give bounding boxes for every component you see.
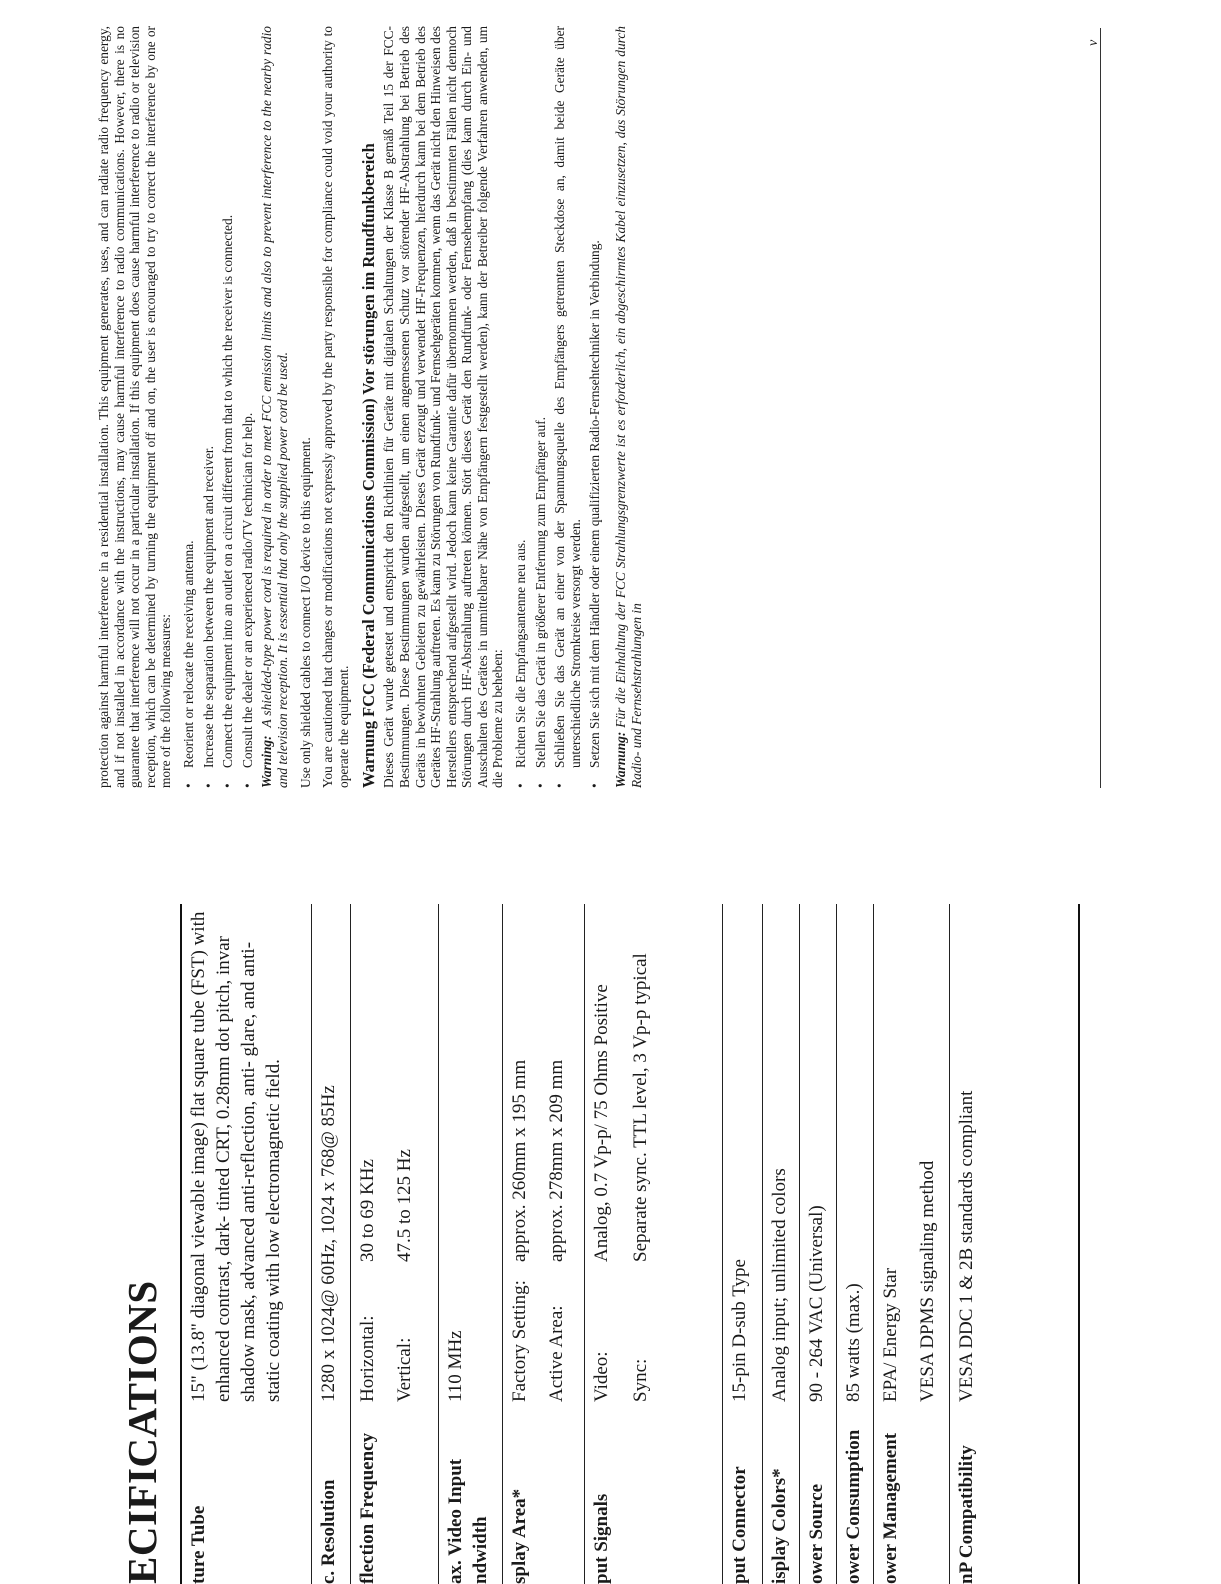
bullet-icon: • xyxy=(180,783,196,788)
spec-sub-key: Sync: xyxy=(630,1358,651,1402)
spec-row-picture-tube xyxy=(180,904,311,1584)
spec-label: put Signals xyxy=(591,1493,612,1584)
spec-label-line: ndwidth xyxy=(470,1516,491,1584)
list-item-text: Consult the dealer or an experienced radio/TV technician for help. xyxy=(239,412,255,768)
spec-row-input-signals xyxy=(584,904,722,1584)
spec-row-deflection-frequency xyxy=(350,904,438,1584)
fcc-cables-paragraph: Use only shielded cables to connect I/O device to this equipment. xyxy=(297,437,313,788)
warning-label: Warnung: xyxy=(613,731,629,788)
spec-row-power-consumption xyxy=(836,904,873,1584)
spec-label: ower Source xyxy=(806,1483,827,1584)
spec-label: put Connector xyxy=(729,1466,750,1584)
spec-value: 85 watts (max.) xyxy=(843,1283,864,1402)
spec-value-line: EPA/ Energy Star xyxy=(880,1267,901,1402)
warning-label: Warning: xyxy=(259,735,275,788)
bullet-icon: • xyxy=(513,783,529,788)
spec-label xyxy=(439,1402,502,1584)
list-item xyxy=(181,26,197,788)
spec-row-display-colors xyxy=(762,904,799,1584)
bullet-icon: • xyxy=(239,783,255,788)
spec-value xyxy=(874,904,949,1402)
german-paragraph: Dieses Gerät wurde getestet und entspricht den Richtlinien für Geräte mit digitalen Schaltungen der Klasse B gemäß Teil 15 der FCC-Bestimmungen. Diese Bestimmungen wurden aufgestellt, um einen angemessenen Schutz vor störender HF-Abstrahlung bei Betrieb des Geräts in bewohnten Gebieten zu gewährleisten. Dieses Gerät erzeugt und verwendet HF-Frequenzen, hierdurch kann bei dem Betrieb des Gerätes HF-Strahlung auftreten. Es kann zu Störungen von Rundfunk- und Fernsehgeräten kommen, wenn das Gerät nicht den Hinweisen des Herstellers entsprechend aufgestellt wird. Jedoch kann keine Garantie dafür übernommen werden, daß in bestimmten Fällen nicht dennoch Störungen durch HF-Abstrahlung auftreten können. Stört dieses Gerät den Rundfunk- oder Fernsehempfang (dies kann durch Ein- und Ausschalten des Gerätes in unmittelbarer Nähe von Empfängern festgestellt werden), kann der Betreiber folgende Verfahren anwenden, um die Probleme zu beheben: xyxy=(381,26,506,788)
spec-label: splay Area* xyxy=(509,1488,530,1584)
bullet-icon: • xyxy=(532,783,548,788)
list-item xyxy=(587,26,603,788)
list-item-text: Increase the separation between the equipment and receiver. xyxy=(200,446,216,768)
spec-sub-row xyxy=(628,904,653,1402)
list-item xyxy=(220,26,236,788)
spec-sub-key: Video: xyxy=(591,1351,612,1402)
spec-row-display-area xyxy=(502,904,584,1584)
list-item xyxy=(201,26,217,788)
spec-value: 1280 x 1024@ 60Hz, 1024 x 768@ 85Hz xyxy=(318,1085,339,1402)
spec-row-pnp-compatibility xyxy=(949,904,1024,1584)
spec-value: 110 MHz xyxy=(445,1330,466,1402)
spec-sub-value: Separate sync. TTL level, 3 Vp-p typical xyxy=(630,953,651,1262)
spec-sub-value: Analog, 0.7 Vp-p/ 75 Ohms Positive xyxy=(591,984,612,1262)
list-item-text: Connect the equipment into an outlet on a circuit different from that to which the receiver is connected. xyxy=(220,214,236,768)
list-item-text: Reorient or relocate the receiving antenna. xyxy=(180,540,196,768)
spec-value xyxy=(585,904,722,1402)
spec-value: Analog input; unlimited colors xyxy=(769,1168,790,1402)
german-warning-paragraph xyxy=(613,26,644,788)
spec-row-input-connector xyxy=(722,904,762,1584)
spec-value xyxy=(503,904,584,1402)
spec-sub-row xyxy=(589,904,614,1402)
spec-sub-key: Vertical: xyxy=(394,1337,415,1402)
spec-sub-key: Active Area: xyxy=(546,1305,567,1402)
warning-text: A shielded-type power cord is required in order to meet FCC emission limits and also to prevent interference to the nearby radio and television reception. It is essential that only the supplied power cord be used. xyxy=(259,25,290,788)
spec-sub-key: Factory Setting: xyxy=(509,1280,530,1402)
spec-value xyxy=(351,904,438,1402)
spec-sub-value: 30 to 69 KHz xyxy=(357,1159,378,1262)
spec-row-resolution xyxy=(311,904,350,1584)
spec-value-line: VESA DPMS signaling method xyxy=(917,1160,938,1402)
list-item xyxy=(240,26,256,788)
page-number: v xyxy=(1086,39,1101,46)
list-item xyxy=(533,26,549,788)
bullet-icon: • xyxy=(220,783,236,788)
spec-row-power-source xyxy=(799,904,836,1584)
list-item xyxy=(552,26,583,788)
spec-sub-row xyxy=(355,904,380,1402)
spec-sub-value: approx. 260mm x 195 mm xyxy=(509,1059,530,1262)
bullet-icon: • xyxy=(200,783,216,788)
footer-rule xyxy=(1100,28,1101,788)
bullet-icon: • xyxy=(552,783,568,788)
spec-sub-value: 47.5 to 125 Hz xyxy=(394,1149,415,1262)
spec-label: nP Compatibility xyxy=(956,1445,977,1584)
fcc-intro-paragraph: protection against harmful interference in a residential installation. This equipment generates, uses, and can radiate radio frequency energy, and if not installed in accordance with the instructions, may cause harmful interference to radio communications. However, there is no guarantee that interference will not occur in a particular installation. If this equipment does cause harmful interference to radio or television reception, which can be determined by turning the equipment off and on, the user is encouraged to try to correct the interference by one or more of the following measures: xyxy=(96,26,174,788)
spec-value: 90 - 264 VAC (Universal) xyxy=(806,1205,827,1402)
spec-sub-value: approx. 278mm x 209 mm xyxy=(546,1059,567,1262)
spec-sub-row xyxy=(544,904,569,1402)
list-item-text: Schließen Sie das Gerät an einer von der Spannungsquelle des Empfängers getrennten Steckdose an, damit beide Geräte über unterschiedliche Stromkreise versorgt werden. xyxy=(552,26,583,768)
spec-label: c. Resolution xyxy=(318,1479,339,1584)
fcc-notice xyxy=(96,26,651,788)
fcc-warning-paragraph xyxy=(259,26,290,788)
list-item xyxy=(513,26,529,788)
list-item-text: Setzen Sie sich mit dem Händler oder einem qualifizierten Radio-Fernsehtechniker in Verbindung. xyxy=(587,240,603,768)
warning-text: Für die Einhaltung der FCC Strahlungsgrenzwerte ist es erforderlich, ein abgeschirmtes Kabel einzusetzen, das Störungen durch Radio- und Fernsehstrahlungen in xyxy=(613,26,644,788)
bullet-icon: • xyxy=(587,783,603,788)
spec-row-power-management xyxy=(873,904,949,1584)
spec-row-video-bandwidth xyxy=(438,904,502,1584)
spec-value: 15-pin D-sub Type xyxy=(729,1259,750,1402)
spec-sub-key: Horizontal: xyxy=(357,1315,378,1402)
spec-sub-row xyxy=(507,904,532,1402)
spec-sub-row xyxy=(392,904,417,1402)
fcc-caution-paragraph: You are cautioned that changes or modifications not expressly approved by the party responsible for compliance could void your authority to operate the equipment. xyxy=(320,26,351,788)
spec-label: ture Tube xyxy=(188,1505,209,1584)
spec-label: ower Management xyxy=(880,1432,901,1584)
table-bottom-rule xyxy=(1078,904,1080,1584)
spec-label: ower Consumption xyxy=(843,1429,864,1584)
list-item-text: Stellen Sie das Gerät in größerer Entfernung zum Empfänger auf. xyxy=(532,416,548,768)
german-warning-heading: Warnung FCC (Federal Communications Commission) Vor störungen im Rundfunkbereich xyxy=(359,143,379,788)
spec-label: flection Frequency xyxy=(357,1432,378,1584)
spec-label-line: ax. Video Input xyxy=(445,1458,466,1584)
list-item-text: Richten Sie die Empfangsantenne neu aus. xyxy=(513,539,529,768)
spec-value: VESA DDC 1 & 2B standards compliant xyxy=(956,1090,977,1402)
spec-value: 15" (13.8" diagonal viewable image) flat square tube (FST) with enhanced contrast, dark- tinted CRT, 0.28mm dot pitch, invar shadow mask, advanced anti-reflection, anti- glare, and anti-static coating with low electromagnetic field. xyxy=(188,911,284,1402)
specifications-title: ECIFICATIONS xyxy=(119,1280,165,1584)
spec-label: isplay Colors* xyxy=(769,1468,790,1584)
specifications-table xyxy=(180,904,1024,1584)
